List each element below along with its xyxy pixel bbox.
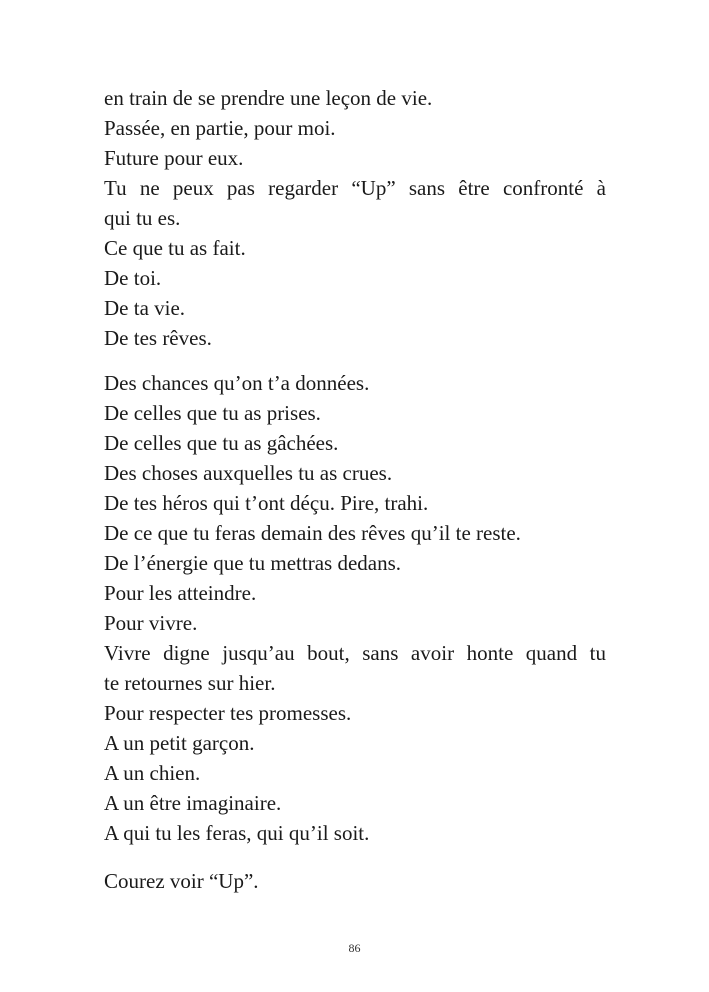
text-line: Pour les atteindre. — [104, 581, 257, 605]
text-line: A un chien. — [104, 761, 201, 785]
text-line: Tu ne peux pas regarder “Up” sans être confronté à — [104, 176, 606, 200]
text-line: Pour vivre. — [104, 611, 198, 635]
text-line: te retournes sur hier. — [104, 671, 276, 695]
paragraph-3 — [104, 866, 606, 896]
text-line: qui tu es. — [104, 206, 181, 230]
text-line: De tes héros qui t’ont déçu. Pire, trahi. — [104, 491, 429, 515]
text-line: De toi. — [104, 266, 162, 290]
text-line: Future pour eux. — [104, 146, 244, 170]
text-line: A un petit garçon. — [104, 731, 255, 755]
text-line: Passée, en partie, pour moi. — [104, 116, 336, 140]
text-line: De l’énergie que tu mettras dedans. — [104, 551, 402, 575]
text-line: Courez voir “Up”. — [104, 869, 259, 893]
text-line: A qui tu les feras, qui qu’il soit. — [104, 821, 370, 845]
text-line: De ce que tu feras demain des rêves qu’il te reste. — [104, 521, 521, 545]
text-line: Des choses auxquelles tu as crues. — [104, 461, 393, 485]
paragraph-1 — [104, 83, 606, 353]
text-line: en train de se prendre une leçon de vie. — [104, 86, 433, 110]
text-line: Ce que tu as fait. — [104, 236, 246, 260]
text-line: De ta vie. — [104, 296, 186, 320]
text-line: Vivre digne jusqu’au bout, sans avoir honte quand tu — [104, 641, 606, 665]
text-line: De tes rêves. — [104, 326, 212, 350]
page-number: 86 — [348, 941, 361, 955]
paragraph-2 — [104, 368, 606, 848]
text-line: De celles que tu as gâchées. — [104, 431, 339, 455]
text-line: A un être imaginaire. — [104, 791, 282, 815]
text-line: Des chances qu’on t’a données. — [104, 371, 370, 395]
text-line: De celles que tu as prises. — [104, 401, 321, 425]
text-line: Pour respecter tes promesses. — [104, 701, 352, 725]
